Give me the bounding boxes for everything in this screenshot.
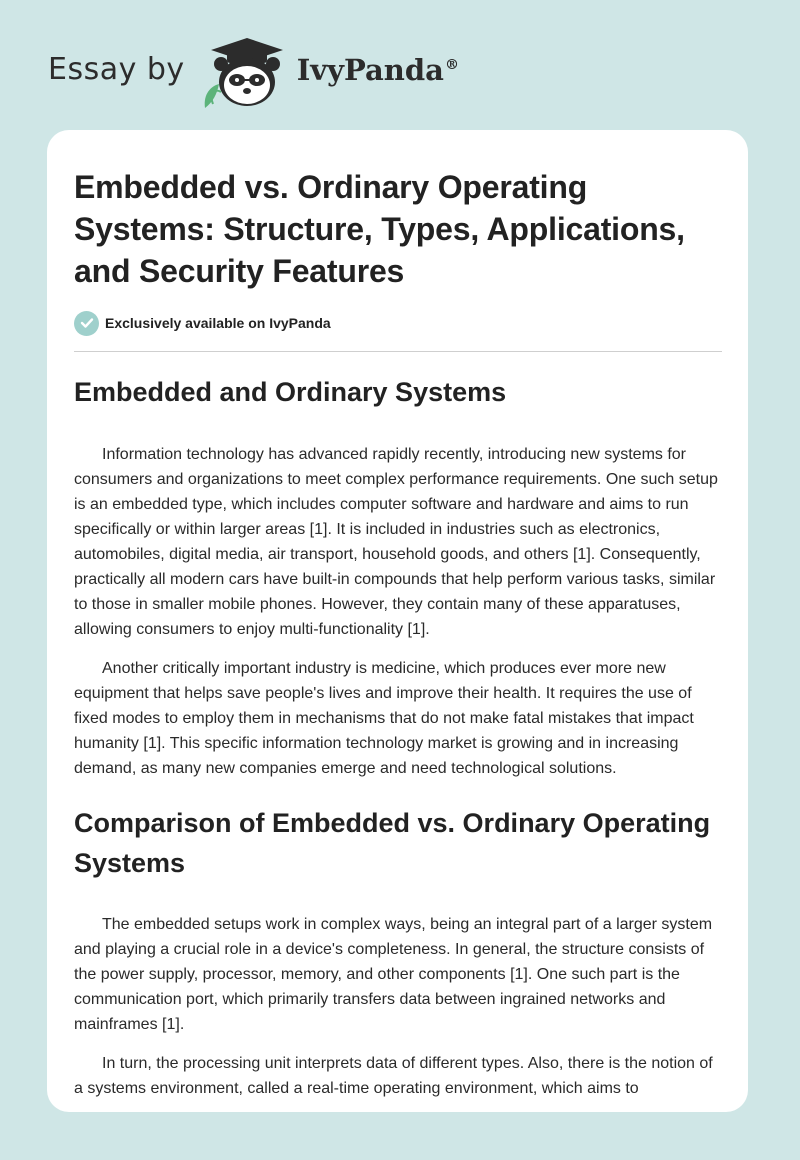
paragraph: Another critically important industry is medicine, which produces ever more new equipment that helps save people's lives and improve their health. It requires the use of fixed modes to employ them in mechanisms that do not make fatal mistakes that impact humanity [1]. This specific information technology market is growing and in increasing demand, as many new companies emerge and need technological solutions. bbox=[74, 660, 694, 777]
brand-name: IvyPanda® bbox=[296, 53, 459, 87]
section-heading: Comparison of Embedded vs. Ordinary Operating Systems bbox=[74, 808, 711, 878]
site-header-brand[interactable] bbox=[48, 34, 459, 110]
section-heading: Embedded and Ordinary Systems bbox=[74, 377, 507, 407]
exclusive-label: Exclusively available on IvyPanda bbox=[105, 315, 331, 331]
checkmark-icon bbox=[74, 311, 99, 336]
essay-card bbox=[47, 130, 748, 1112]
registered-mark: ® bbox=[444, 57, 459, 74]
essay-title: Embedded vs. Ordinary Operating Systems: Structure, Types, Applications, and Security Features bbox=[74, 169, 685, 289]
exclusive-badge bbox=[74, 310, 722, 336]
paragraph: In turn, the processing unit interprets data of different types. Also, there is the notion of a systems environment, called a real-time operating environment, which aims to bbox=[74, 1055, 713, 1097]
paragraph: Information technology has advanced rapidly recently, introducing new systems for consumers and organizations to meet complex performance requirements. One such setup is an embedded type, which includes computer software and hardware and aims to run specifically or within larger areas [1]. It is included in industries such as electronics, automobiles, digital media, air transport, household goods, and others [1]. Consequently, practically all modern cars have built-in compounds that help perform various tasks, similar to those in smaller mobile phones. However, they contain many of these apparatuses, allowing consumers to enjoy multi-functionality [1]. bbox=[74, 446, 718, 638]
paragraph: The embedded setups work in complex ways, being an integral part of a larger system and playing a crucial role in a device's completeness. In general, the structure consists of the power supply, processor, memory, and other components [1]. One such part is the communication port, which primarily transfers data between ingrained networks and mainframes [1]. bbox=[74, 916, 713, 1033]
essay-by-label: Essay by bbox=[48, 51, 185, 87]
panda-graduate-logo-icon bbox=[199, 34, 291, 110]
title-divider bbox=[74, 351, 722, 352]
